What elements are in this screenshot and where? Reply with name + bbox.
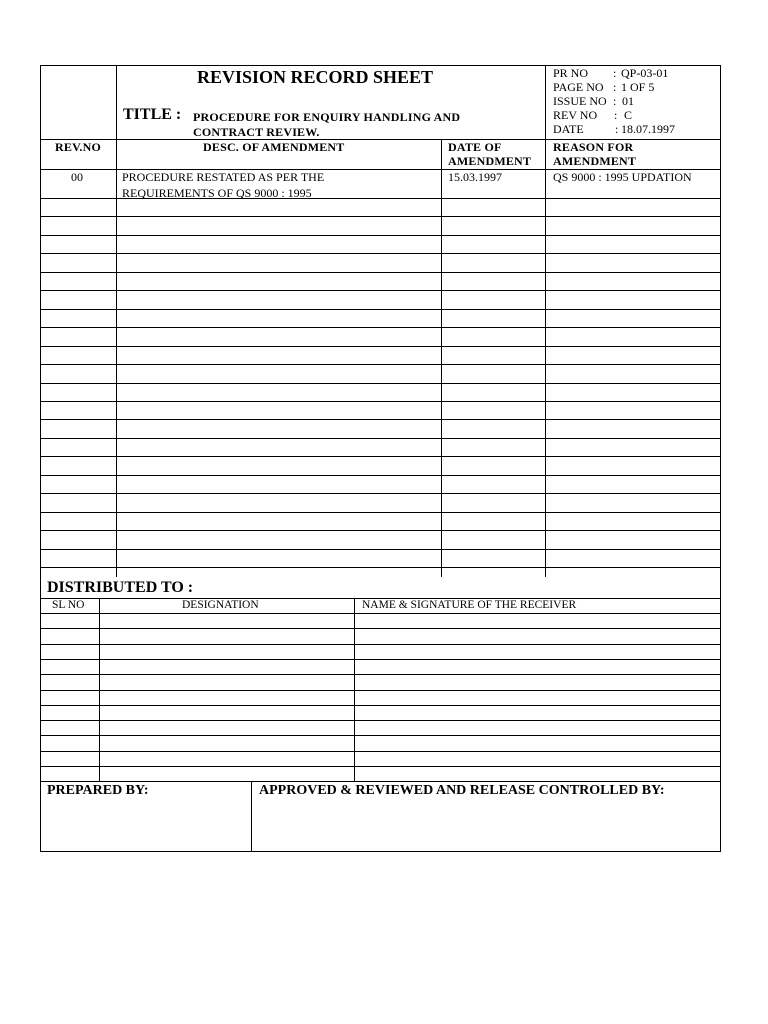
distribution-row-rule [40, 690, 721, 691]
meta-separator: : [614, 108, 618, 122]
meta-separator: : [613, 94, 617, 108]
distribution-row-rule [40, 720, 721, 721]
revision-row-rule [40, 419, 721, 420]
meta-value: 01 [622, 94, 634, 108]
prepared-by-label: PREPARED BY: [47, 783, 149, 798]
revision-row-rule [40, 383, 721, 384]
revision-row-rule [40, 346, 721, 347]
distribution-row-rule [40, 644, 721, 645]
revision-row-rule [40, 401, 721, 402]
document-title-line2: CONTRACT REVIEW. [193, 125, 320, 139]
distribution-row-rule [40, 751, 721, 752]
meta-label: REV NO [553, 108, 598, 122]
revision-entry-date: 15.03.1997 [448, 170, 502, 184]
meta-label: PR NO [553, 66, 589, 80]
col-header-date-line1: DATE OF [448, 140, 502, 154]
meta-value: C [624, 108, 633, 122]
revision-row-rule [40, 235, 721, 236]
revision-row-rule [40, 272, 721, 273]
distributed-to-heading: DISTRIBUTED TO : [47, 579, 194, 596]
revision-row-rule [40, 198, 721, 199]
col-header-reason-line2: AMENDMENT [553, 154, 637, 168]
title-label: TITLE : [123, 106, 182, 123]
col-header-date-line2: AMENDMENT [448, 154, 532, 168]
revision-row-rule [40, 327, 721, 328]
meta-separator: : [615, 122, 619, 136]
footer-col-divider [251, 781, 252, 852]
col-header-sl-no: SL NO [52, 599, 85, 611]
revision-row-rule [40, 475, 721, 476]
distribution-row-rule [40, 735, 721, 736]
revision-row-rule [40, 438, 721, 439]
revision-row-rule [40, 512, 721, 513]
distribution-row-rule [40, 674, 721, 675]
revision-row-rule [40, 309, 721, 310]
meta-label: ISSUE NO [553, 94, 607, 108]
revision-entry-reason: QS 9000 : 1995 UPDATION [553, 170, 692, 184]
footer-top-rule [40, 781, 721, 782]
revision-row-rule [40, 253, 721, 254]
col-header-reason-line1: REASON FOR [553, 140, 634, 154]
document-title-line1: PROCEDURE FOR ENQUIRY HANDLING AND [193, 110, 461, 124]
distribution-row-rule [40, 659, 721, 660]
distribution-row-rule [40, 766, 721, 767]
col-header-receiver: NAME & SIGNATURE OF THE RECEIVER [362, 599, 577, 611]
revision-row-rule [40, 216, 721, 217]
col-header-description: DESC. OF AMENDMENT [203, 140, 345, 154]
meta-value: 1 OF 5 [621, 80, 655, 94]
meta-value: 18.07.1997 [621, 122, 675, 136]
revision-row-rule [40, 493, 721, 494]
meta-label: DATE [553, 122, 584, 136]
revision-row-rule [40, 456, 721, 457]
revision-row-rule [40, 364, 721, 365]
revision-entry-desc-line2: REQUIREMENTS OF QS 9000 : 1995 [122, 186, 312, 200]
revision-row-rule [40, 290, 721, 291]
approved-by-label: APPROVED & REVIEWED AND RELEASE CONTROLLED BY: [259, 783, 665, 798]
distribution-row-rule [40, 628, 721, 629]
distribution-row-rule [40, 613, 721, 614]
revision-row-rule [40, 530, 721, 531]
header-right-divider [545, 65, 546, 577]
revision-entry-rev-no: 00 [71, 170, 83, 184]
sheet-title: REVISION RECORD SHEET [197, 67, 434, 87]
distribution-row-rule [40, 705, 721, 706]
meta-separator: : [613, 80, 617, 94]
meta-value: QP-03-01 [621, 66, 669, 80]
col-header-designation: DESIGNATION [182, 599, 259, 611]
col-header-rev-no: REV.NO [55, 140, 101, 154]
meta-label: PAGE NO [553, 80, 604, 94]
meta-separator: : [613, 66, 617, 80]
revision-row-rule [40, 549, 721, 550]
revision-entry-desc-line1: PROCEDURE RESTATED AS PER THE [122, 170, 325, 184]
revision-row-rule [40, 567, 721, 568]
